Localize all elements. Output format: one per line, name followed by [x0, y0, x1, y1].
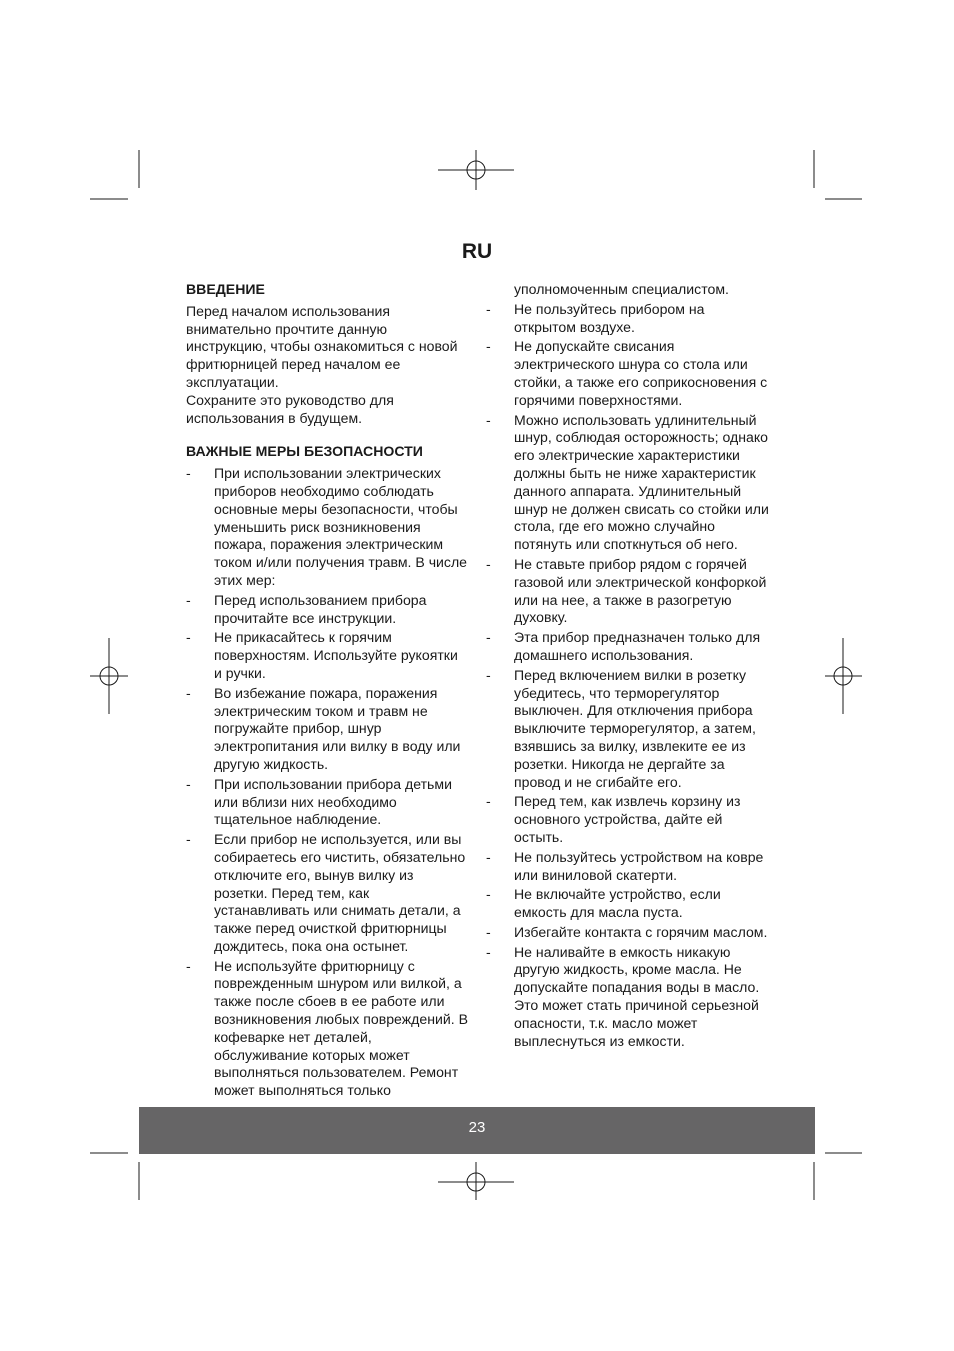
list-item	[186, 958, 468, 1100]
registration-mark-top	[438, 150, 514, 190]
safety-heading: ВАЖНЫЕ МЕРЫ БЕЗОПАСНОСТИ	[186, 443, 423, 460]
continued-text: уполномоченным специалистом.	[514, 281, 729, 297]
bullet-dash: -	[186, 775, 191, 792]
footer-band	[139, 1107, 815, 1154]
intro-heading: ВВЕДЕНИЕ	[186, 281, 265, 297]
bullet-dash: -	[486, 793, 491, 810]
list-item-text: Перед тем, как извлечь корзину из основного устройства, дайте ей остыть.	[514, 793, 741, 845]
list-item	[486, 849, 770, 885]
registration-mark-bottom	[438, 1162, 514, 1200]
list-item	[186, 592, 468, 628]
list-item-text: Во избежание пожара, поражения электрическим током и травм не погружайте прибор, шнур электропитания или вилку в воду или другую жидкость.	[214, 684, 461, 772]
list-item-text: Не наливайте в емкость никакую другую жидкость, кроме масла. Не допускайте попадания воды в масло. Это может стать причиной серьезной опасности, т.к. масло может выплеснуться из емкости.	[514, 943, 760, 1049]
registration-mark-right	[825, 638, 862, 714]
list-item	[186, 831, 468, 956]
list-item-text: Не прикасайтесь к горячим поверхностям. Используйте рукоятки и ручки.	[214, 629, 458, 681]
list-item-text: Перед включением вилки в розетку убедитесь, что терморегулятор выключен. Для отключения прибора выключите терморегулятор, а затем, взявшись за вилку, извлеките ее из розетки. Никогда не дергайте за провод и не сгибайте его.	[514, 666, 756, 790]
list-item	[486, 667, 770, 792]
list-item-text: Не используйте фритюрницу с поврежденным шнуром или вилкой, а также после сбоев в ее работе или возникновения любых повреждений. В кофеварке нет деталей, обслуживание которых может выполняться пользователем. Ремонт может выполняться только	[214, 957, 468, 1099]
list-item	[486, 338, 770, 409]
bullet-dash: -	[186, 831, 191, 848]
right-column	[486, 281, 770, 1052]
list-item-text: При использовании электрических приборов необходимо соблюдать основные меры безопасности, чтобы уменьшить риск возникновения пожара, поражения электрическим током и/или получения травм. В числе этих мер:	[214, 465, 468, 588]
bullet-dash: -	[486, 666, 491, 683]
page-number: 23	[468, 1119, 486, 1136]
list-item	[486, 301, 770, 337]
list-item-text: Не ставьте прибор рядом с горячей газовой или электрической конфоркой или на нее, а также в разогретую духовку.	[514, 555, 767, 626]
list-item	[486, 886, 770, 922]
bullet-dash: -	[486, 886, 491, 903]
bullet-dash: -	[486, 555, 491, 572]
bullet-dash: -	[186, 591, 191, 608]
list-item-text: При использовании прибора детьми или вблизи них необходимо тщательное наблюдение.	[214, 775, 452, 828]
list-item-text: Если прибор не используется, или вы собираетесь его чистить, обязательно отключите его, вынув вилку из розетки. Перед тем, как устанавливать или снимать детали, а также перед очисткой фритюрницы дождитесь, пока она остынет.	[214, 831, 466, 954]
bullet-dash: -	[186, 465, 191, 482]
bullet-dash: -	[486, 848, 491, 865]
registration-mark-left	[90, 638, 128, 714]
list-item	[486, 629, 770, 665]
list-item	[186, 685, 468, 774]
list-item-text: Не включайте устройство, если емкость для масла пуста.	[514, 886, 721, 921]
list-item-text: Не допускайте свисания электрического шнура со стола или стойки, а также его соприкосновения с горячими поверхностями.	[514, 338, 768, 408]
intro-paragraph: Сохраните это руководство для использования в будущем.	[186, 391, 394, 426]
bullet-dash: -	[486, 629, 491, 646]
list-item-text: Можно использовать удлинительный шнур, соблюдая осторожность; однако его электрические характеристики должны быть не ниже характеристик данного аппарата. Удлинительный шнур не должен свисать со стойки или стола, где его можно случайно потянуть или споткнуться об него.	[514, 411, 769, 553]
bullet-dash: -	[186, 684, 191, 701]
list-item	[486, 944, 770, 1051]
list-item-text: Перед использованием прибора прочитайте все инструкции.	[214, 591, 427, 626]
list-item	[186, 465, 468, 590]
bullet-dash: -	[486, 923, 491, 940]
list-item	[486, 793, 770, 846]
list-item-text: Эта прибор предназначен только для домашнего использования.	[514, 629, 761, 663]
list-item	[186, 776, 468, 829]
bullet-dash: -	[486, 300, 491, 317]
list-item-text: Избегайте контакта с горячим маслом.	[514, 923, 768, 940]
bullet-dash: -	[486, 943, 491, 960]
intro-paragraph: Перед началом использования внимательно прочтите данную инструкцию, чтобы ознакомиться с новой фритюрницей перед началом ее эксплуатации.	[186, 302, 458, 390]
bullet-dash: -	[186, 629, 191, 646]
language-code: RU	[461, 240, 493, 263]
list-item	[486, 556, 770, 627]
list-item	[486, 924, 770, 942]
list-item	[486, 412, 770, 554]
list-item-text: Не пользуйтесь прибором на открытом воздухе.	[514, 300, 705, 335]
left-column	[186, 281, 468, 1102]
bullet-dash: -	[186, 957, 191, 974]
safety-list	[186, 465, 468, 1100]
safety-list-continued	[486, 301, 770, 1051]
list-item-text: Не пользуйтесь устройством на ковре или виниловой скатерти.	[514, 848, 764, 883]
bullet-dash: -	[486, 411, 491, 428]
bullet-dash: -	[486, 338, 491, 355]
list-item	[186, 629, 468, 682]
